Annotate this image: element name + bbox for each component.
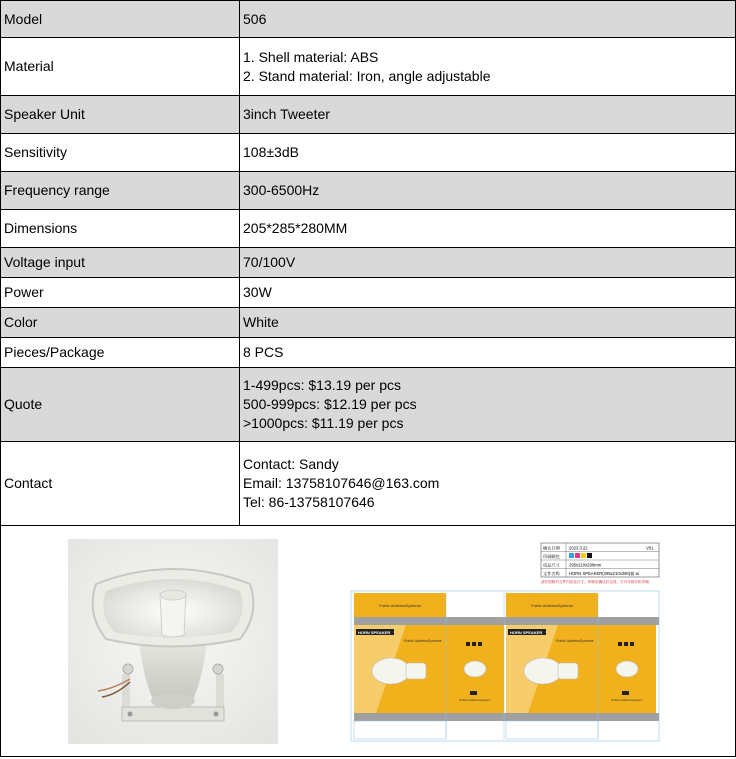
images-row [1,526,736,757]
row-value: 1. Shell material: ABS 2. Stand material: Iron, angle adjustable [240,38,736,96]
row-contact [1,442,736,526]
row-sensitivity [1,134,736,172]
row-label: Model [1,1,240,38]
row-value: 205*285*280MM [240,210,736,248]
row-speaker-unit [1,96,736,134]
row-value: 3inch Tweeter [240,96,736,134]
flap-tagline-2: Public AddressSystems [531,603,573,608]
side-tagline-1: Public AddressSystems [459,698,491,702]
info-ver: V01 [646,545,654,551]
row-label: Power [1,278,240,308]
box-info-label [541,543,659,577]
row-model [1,1,736,38]
row-label: Quote [1,368,240,442]
row-label: Contact [1,442,240,526]
info-label-4: 文件名称 [543,571,560,576]
flap-tagline-1: Public AddressSystems [379,603,421,608]
row-dimensions [1,210,736,248]
row-label: Voltage input [1,248,240,278]
row-material [1,38,736,96]
box-brand-1: HORN SPEAKER [358,629,391,635]
row-pieces [1,338,736,368]
row-label: Pieces/Package [1,338,240,368]
row-value: 506 [240,1,736,38]
info-label-1: 确认日期 [543,545,560,551]
box-brand-2: HORN SPEAKER [510,629,543,635]
row-label: Frequency range [1,172,240,210]
box-art [346,541,664,743]
info-label-2: 印刷颜色 [543,554,560,559]
info-warning: 请仔细核对文件内容及尺寸，印刷后确认后无误，方可安排开机印刷 [541,580,649,584]
side-tagline-2: Public AddressSystems [611,698,643,702]
row-label: Dimensions [1,210,240,248]
info-size: 295x210x290mm [569,562,602,568]
row-value: 1-499pcs: $13.19 per pcs 500-999pcs: $12.19 per pcs >1000pcs: $11.19 per pcs [240,368,736,442]
product-photo [68,539,278,744]
info-date: 2023.3.22 [569,545,588,551]
row-value: White [240,308,736,338]
info-file: HORN SPEAKER(295x210x290)箱.ai [569,571,639,576]
row-voltage [1,248,736,278]
row-value: 30W [240,278,736,308]
row-value: 70/100V [240,248,736,278]
row-label: Speaker Unit [1,96,240,134]
row-value: 300-6500Hz [240,172,736,210]
row-frequency [1,172,736,210]
row-label: Material [1,38,240,96]
box-tagline-1: Public AddressSystems [404,639,442,643]
row-color [1,308,736,338]
row-quote [1,368,736,442]
row-label: Sensitivity [1,134,240,172]
row-value: 108±3dB [240,134,736,172]
info-label-3: 成品尺寸 [543,562,560,568]
row-value: Contact: Sandy Email: 13758107646@163.com Tel: 86-13758107646 [240,442,736,526]
row-power [1,278,736,308]
row-label: Color [1,308,240,338]
box-tagline-2: Public AddressSystems [556,639,594,643]
row-value: 8 PCS [240,338,736,368]
images-cell [1,526,736,757]
